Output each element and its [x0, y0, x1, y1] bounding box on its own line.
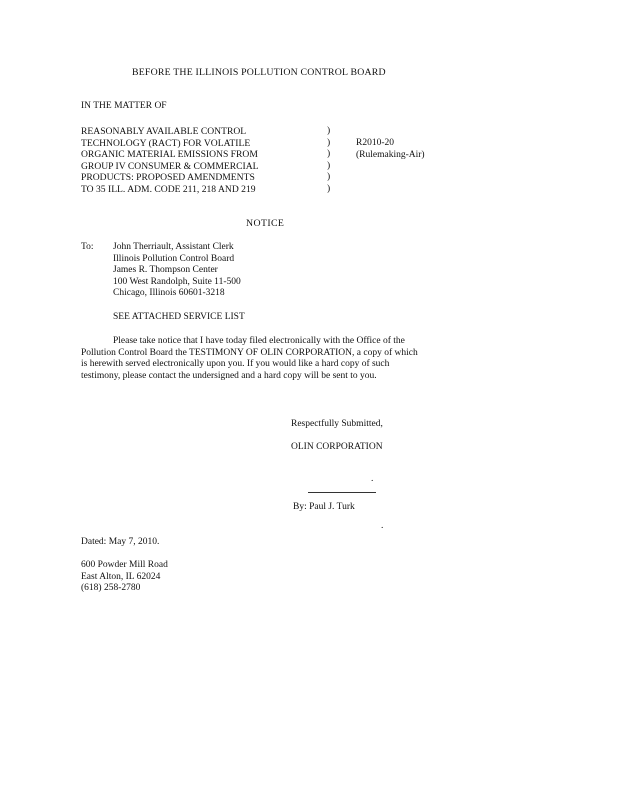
address-line: Chicago, Illinois 60601-3218	[113, 288, 225, 299]
footer-line: (618) 258-2780	[81, 583, 141, 594]
address-line: John Therriault, Assistant Clerk	[113, 242, 234, 252]
scan-speck: .	[371, 474, 374, 484]
address-line: 100 West Randolph, Suite 11-500	[113, 276, 241, 287]
docket-id: R2010-20	[356, 138, 394, 148]
closing: Respectfully Submitted,	[291, 419, 383, 429]
date-line: Dated: May 7, 2010.	[81, 537, 160, 547]
bracket: )	[327, 149, 331, 160]
signature-by: By: Paul J. Turk	[293, 502, 355, 512]
body-line: Please take notice that I have today filed electronically with the Office of the	[113, 336, 405, 346]
scan-speck: .	[381, 521, 384, 531]
caption-line: ORGANIC MATERIAL EMISSIONS FROM	[81, 149, 258, 161]
document-heading: BEFORE THE ILLINOIS POLLUTION CONTROL BOARD	[132, 67, 386, 78]
signature-line	[308, 492, 376, 493]
bracket: )	[327, 137, 331, 148]
matter-label: IN THE MATTER OF	[81, 101, 167, 111]
case-caption	[81, 126, 259, 196]
caption-brackets	[327, 126, 330, 196]
address-line: Illinois Pollution Control Board	[113, 253, 235, 264]
recipient-address	[113, 242, 241, 300]
body-line: Pollution Control Board the TESTIMONY OF OLIN CORPORATION, a copy of which	[81, 347, 418, 358]
bracket: )	[327, 172, 331, 183]
notice-body	[81, 336, 441, 382]
docket-number	[356, 138, 425, 161]
bracket: )	[327, 183, 331, 194]
service-list-note: SEE ATTACHED SERVICE LIST	[113, 312, 245, 322]
corporation-name: OLIN CORPORATION	[291, 442, 383, 452]
footer-line: East Alton, IL 62024	[81, 571, 161, 582]
footer-line: 600 Powder Mill Road	[81, 560, 168, 570]
sender-address	[81, 560, 168, 595]
docket-type: (Rulemaking-Air)	[356, 149, 425, 160]
caption-line: TO 35 ILL. ADM. CODE 211, 218 AND 219	[81, 183, 256, 195]
bracket: )	[327, 160, 331, 171]
caption-line: REASONABLY AVAILABLE CONTROL	[81, 126, 247, 137]
body-line: testimony, please contact the undersigned and a hard copy will be sent to you.	[81, 370, 377, 381]
body-line: is herewith served electronically upon you. If you would like a hard copy of such	[81, 359, 390, 370]
address-line: James R. Thompson Center	[113, 265, 218, 276]
caption-line: TECHNOLOGY (RACT) FOR VOLATILE	[81, 137, 251, 149]
to-label: To:	[81, 242, 94, 252]
bracket: )	[327, 126, 331, 136]
notice-title: NOTICE	[246, 218, 285, 229]
caption-line: GROUP IV CONSUMER & COMMERCIAL	[81, 160, 259, 172]
caption-line: PRODUCTS: PROPOSED AMENDMENTS	[81, 172, 255, 184]
